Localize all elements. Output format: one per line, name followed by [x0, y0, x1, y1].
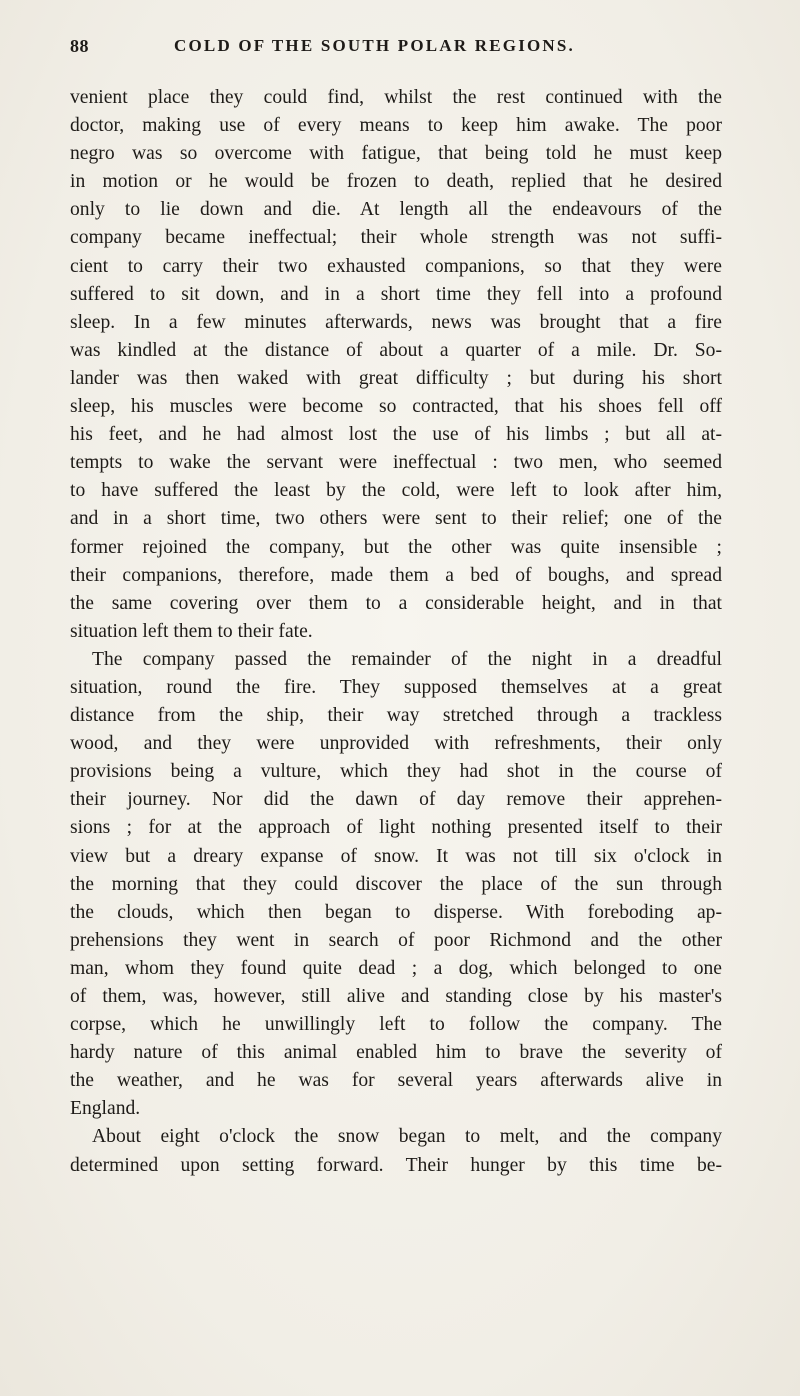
text-line: the weather, and he was for several years afterwards alive in	[70, 1070, 722, 1092]
text-line: only to lie down and die. At length all the endeavours of the	[70, 199, 722, 221]
text-line: tempts to wake the servant were ineffectual : two men, who seemed	[70, 452, 722, 474]
text-line: prehensions they went in search of poor Richmond and the other	[70, 929, 722, 951]
text-line: his feet, and he had almost lost the use of his limbs ; but all at-	[70, 424, 722, 446]
page-number: 88	[70, 36, 89, 56]
text-line: hardy nature of this animal enabled him to brave the severity of	[70, 1042, 722, 1064]
text-line: the same covering over them to a considerable height, and in that	[70, 592, 722, 614]
text-line: was kindled at the distance of about a quarter of a mile. Dr. So-	[70, 339, 722, 361]
text-line: situation, round the fire. They supposed themselves at a great	[70, 676, 722, 698]
text-line: company became ineffectual; their whole strength was not suffi-	[70, 227, 722, 249]
body-text	[70, 84, 722, 1180]
text-line: suffered to sit down, and in a short time they fell into a profound	[70, 283, 722, 305]
page-header	[70, 36, 722, 60]
text-line: determined upon setting forward. Their hunger by this time be-	[70, 1154, 722, 1176]
text-line: England.	[70, 1098, 141, 1120]
text-line: man, whom they found quite dead ; a dog, which belonged to one	[70, 957, 722, 979]
text-line: sleep. In a few minutes afterwards, news was brought that a fire	[70, 311, 722, 333]
text-line: lander was then waked with great difficulty ; but during his short	[70, 367, 722, 389]
running-head: COLD OF THE SOUTH POLAR REGIONS.	[174, 36, 576, 55]
text-line: wood, and they were unprovided with refreshments, their only	[70, 733, 722, 755]
text-line: sleep, his muscles were become so contracted, that his shoes fell off	[70, 396, 722, 418]
text-line: to have suffered the least by the cold, were left to look after him,	[70, 480, 722, 502]
text-line: provisions being a vulture, which they had shot in the course of	[70, 761, 722, 783]
text-line: corpse, which he unwillingly left to follow the company. The	[70, 1014, 722, 1036]
text-line: the morning that they could discover the place of the sun through	[70, 873, 722, 895]
text-line: sions ; for at the approach of light nothing presented itself to their	[70, 817, 722, 839]
text-line: negro was so overcome with fatigue, that being told he must keep	[70, 143, 722, 165]
text-line: their companions, therefore, made them a bed of boughs, and spread	[70, 564, 722, 586]
text-line: distance from the ship, their way stretched through a trackless	[70, 705, 722, 727]
text-line: and in a short time, two others were sent to their relief; one of the	[70, 508, 722, 530]
text-line: the clouds, which then began to disperse. With foreboding ap-	[70, 901, 722, 923]
text-line: venient place they could find, whilst the rest continued with the	[70, 87, 722, 108]
text-line: The company passed the remainder of the night in a dreadful	[92, 648, 722, 670]
text-line: About eight o'clock the snow began to melt, and the company	[92, 1126, 722, 1148]
text-line: in motion or he would be frozen to death, replied that he desired	[70, 171, 722, 193]
text-line: cient to carry their two exhausted companions, so that they were	[70, 255, 722, 277]
text-line: former rejoined the company, but the other was quite insensible ;	[70, 536, 722, 558]
text-line: doctor, making use of every means to keep him awake. The poor	[70, 115, 722, 137]
text-line: view but a dreary expanse of snow. It was not till six o'clock in	[70, 845, 722, 867]
text-line: situation left them to their fate.	[70, 620, 313, 642]
text-line: of them, was, however, still alive and standing close by his master's	[70, 986, 722, 1007]
text-line: their journey. Nor did the dawn of day remove their apprehen-	[70, 789, 722, 811]
